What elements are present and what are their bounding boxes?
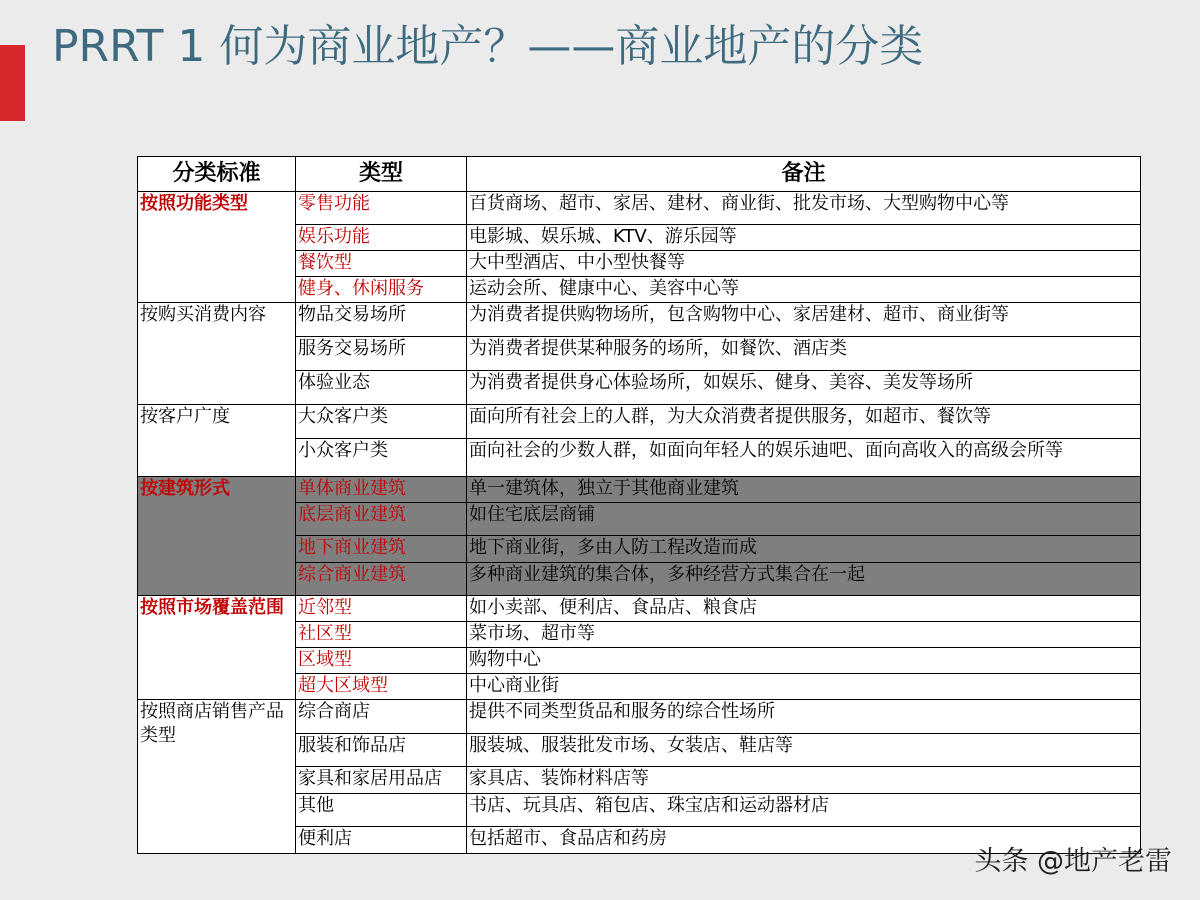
type-cell: 单体商业建筑 [296, 477, 467, 503]
type-cell: 地下商业建筑 [296, 536, 467, 563]
criterion-cell: 按客户广度 [138, 405, 296, 477]
note-cell: 多种商业建筑的集合体，多种经营方式集合在一起 [467, 563, 1141, 596]
note-cell: 书店、玩具店、箱包店、珠宝店和运动器材店 [467, 794, 1141, 827]
type-cell: 社区型 [296, 622, 467, 648]
classification-table [137, 156, 1141, 854]
note-cell: 电影城、娱乐城、KTV、游乐园等 [467, 225, 1141, 251]
note-cell: 单一建筑体，独立于其他商业建筑 [467, 477, 1141, 503]
criterion-cell: 按照商店销售产品类型 [138, 700, 296, 854]
note-cell: 为消费者提供购物场所，包含购物中心、家居建材、超市、商业街等 [467, 303, 1141, 337]
header-criterion: 分类标准 [138, 157, 296, 192]
table-row [138, 303, 1141, 337]
criterion-cell: 按建筑形式 [138, 477, 296, 596]
note-cell: 面向社会的少数人群，如面向年轻人的娱乐迪吧、面向高收入的高级会所等 [467, 439, 1141, 477]
note-cell: 百货商场、超市、家居、建材、商业街、批发市场、大型购物中心等 [467, 192, 1141, 225]
note-cell: 提供不同类型货品和服务的综合性场所 [467, 700, 1141, 734]
note-cell: 运动会所、健康中心、美容中心等 [467, 277, 1141, 303]
note-cell: 中心商业街 [467, 674, 1141, 700]
type-cell: 餐饮型 [296, 251, 467, 277]
type-cell: 近邻型 [296, 596, 467, 622]
page-title: PRRT 1 何为商业地产？——商业地产的分类 [52, 21, 924, 72]
criterion-cell: 按照市场覆盖范围 [138, 596, 296, 700]
type-cell: 家具和家居用品店 [296, 767, 467, 794]
note-cell: 菜市场、超市等 [467, 622, 1141, 648]
type-cell: 服务交易场所 [296, 337, 467, 371]
table-row [138, 700, 1141, 734]
type-cell: 体验业态 [296, 371, 467, 405]
type-cell: 超大区域型 [296, 674, 467, 700]
criterion-cell: 按购买消费内容 [138, 303, 296, 405]
type-cell: 娱乐功能 [296, 225, 467, 251]
type-cell: 区域型 [296, 648, 467, 674]
table-row [138, 596, 1141, 622]
type-cell: 零售功能 [296, 192, 467, 225]
note-cell: 面向所有社会上的人群，为大众消费者提供服务，如超市、餐饮等 [467, 405, 1141, 439]
type-cell: 其他 [296, 794, 467, 827]
note-cell: 如住宅底层商铺 [467, 503, 1141, 536]
table-row [138, 477, 1141, 503]
note-cell: 包括超市、食品店和药房 [467, 827, 1141, 854]
type-cell: 便利店 [296, 827, 467, 854]
table-header-row [138, 157, 1141, 192]
table-row [138, 405, 1141, 439]
watermark: 头条 @地产老雷 [974, 846, 1172, 877]
type-cell: 综合商业建筑 [296, 563, 467, 596]
criterion-cell: 按照功能类型 [138, 192, 296, 303]
type-cell: 大众客户类 [296, 405, 467, 439]
type-cell: 健身、休闲服务 [296, 277, 467, 303]
table-row [138, 192, 1141, 225]
note-cell: 如小卖部、便利店、食品店、粮食店 [467, 596, 1141, 622]
type-cell: 服装和饰品店 [296, 734, 467, 767]
note-cell: 地下商业街，多由人防工程改造而成 [467, 536, 1141, 563]
note-cell: 家具店、装饰材料店等 [467, 767, 1141, 794]
type-cell: 小众客户类 [296, 439, 467, 477]
note-cell: 大中型酒店、中小型快餐等 [467, 251, 1141, 277]
note-cell: 购物中心 [467, 648, 1141, 674]
note-cell: 为消费者提供某种服务的场所，如餐饮、酒店类 [467, 337, 1141, 371]
note-cell: 服装城、服装批发市场、女装店、鞋店等 [467, 734, 1141, 767]
header-type: 类型 [296, 157, 467, 192]
table-body [138, 192, 1141, 854]
note-cell: 为消费者提供身心体验场所，如娱乐、健身、美容、美发等场所 [467, 371, 1141, 405]
type-cell: 综合商店 [296, 700, 467, 734]
type-cell: 底层商业建筑 [296, 503, 467, 536]
accent-bar [0, 45, 25, 121]
type-cell: 物品交易场所 [296, 303, 467, 337]
header-note: 备注 [467, 157, 1141, 192]
